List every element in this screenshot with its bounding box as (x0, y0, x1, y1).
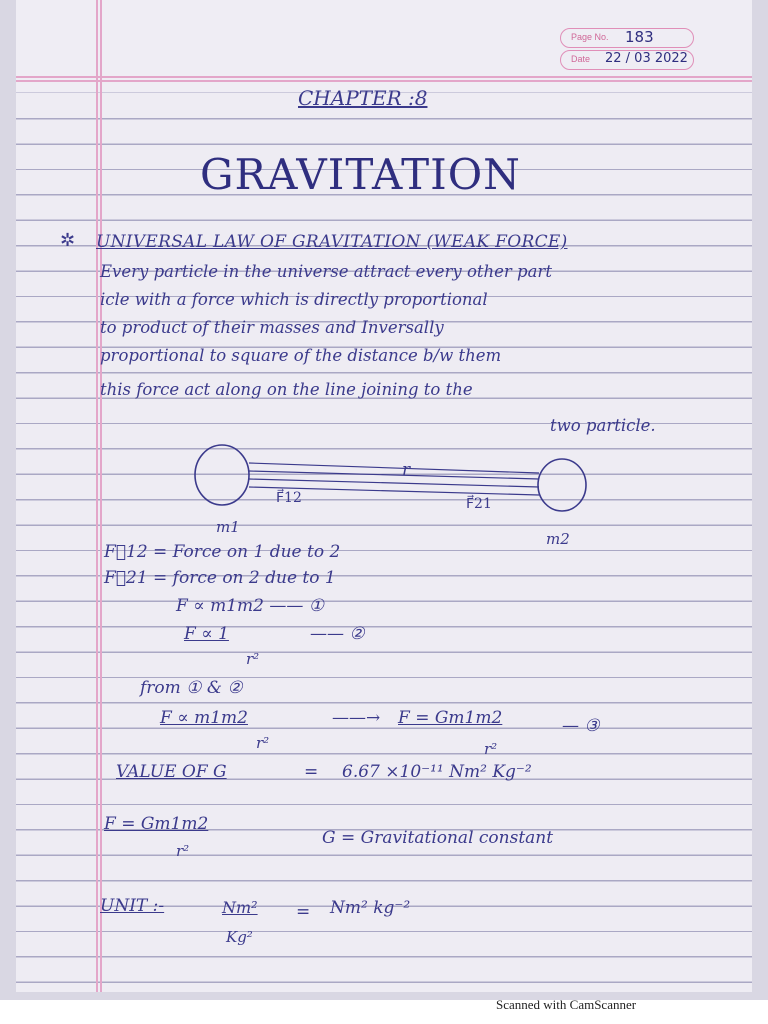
gravitational-constant-note: G = Gravitational constant (322, 828, 554, 848)
mass-label-m1: m1 (216, 518, 240, 536)
proportion-3-left: F ∝ m1m2 (160, 708, 248, 728)
value-of-g-value: 6.67 ×10⁻¹¹ Nm² Kg⁻² (342, 762, 532, 782)
unit-fraction-numerator: Nm² (222, 898, 258, 917)
mass-right-circle (538, 459, 586, 511)
paragraph-line-4: proportional to square of the distance b/w them (100, 346, 502, 365)
unit-fraction-denominator: Kg² (226, 928, 253, 946)
star-bullet-icon: ✲ (60, 230, 76, 251)
page-number-row (560, 28, 694, 48)
paragraph-line-2: icle with a force which is directly proportional (100, 290, 488, 309)
paragraph-line-5: this force act along on the line joining to the (100, 380, 473, 399)
date-row (560, 50, 694, 70)
proportion-3-right-denominator: r² (484, 740, 498, 758)
force-label-f21: F⃗21 (466, 496, 492, 512)
left-margin-line-2 (100, 0, 102, 992)
paragraph-line-3: to product of their masses and Inversally (100, 318, 444, 337)
formula-lhs: F = Gm1m2 (104, 814, 209, 834)
proportion-3-right: F = Gm1m2 (398, 708, 503, 728)
page-number-label: Page No. (571, 32, 609, 42)
page-date-box (560, 28, 694, 70)
mass-left-circle (195, 445, 249, 505)
unit-result: Nm² kg⁻² (330, 898, 411, 918)
proportion-2-denominator: r² (246, 650, 260, 668)
definition-f12: F⃗12 = Force on 1 due to 2 (104, 542, 341, 562)
date-label: Date (571, 54, 591, 64)
page-title: GRAVITATION (200, 150, 521, 199)
top-margin-line-2 (16, 80, 752, 82)
connecting-line-3 (249, 479, 539, 487)
proportion-1: F ∝ m1m2 —— ① (176, 596, 325, 616)
left-margin-line (96, 0, 98, 992)
mass-diagram-svg (190, 445, 600, 555)
scanner-watermark: Scanned with CamScanner (496, 997, 637, 1012)
mass-label-m2: m2 (546, 530, 570, 548)
page-number-value: 183 (625, 28, 654, 46)
from-equations-line: from ① & ② (140, 678, 243, 698)
proportion-2-tag: —— ② (310, 624, 365, 644)
distance-label: r (402, 460, 411, 480)
force-label-f12: F⃗12 (276, 490, 302, 506)
section-heading: UNIVERSAL LAW OF GRAVITATION (WEAK FORCE) (96, 232, 568, 252)
connecting-line-2 (249, 471, 539, 479)
value-of-g-label: VALUE OF G (116, 762, 227, 782)
top-margin-line (16, 76, 752, 78)
chapter-heading: CHAPTER :8 (298, 86, 428, 110)
value-of-g-equals: = (304, 762, 319, 782)
formula-lhs-denominator: r² (176, 842, 190, 860)
paragraph-line-6: two particle. (550, 416, 656, 435)
proportion-2-numerator: F ∝ 1 (184, 624, 229, 644)
definition-f21: F⃗21 = force on 2 due to 1 (104, 568, 336, 588)
unit-label: UNIT :- (100, 896, 165, 916)
paragraph-line-1: Every particle in the universe attract every other part (100, 262, 552, 281)
proportion-3-tag: — ③ (562, 716, 600, 736)
date-value: 22 / 03 2022 (605, 51, 688, 66)
two-mass-diagram (190, 445, 600, 555)
proportion-3-left-denominator: r² (256, 734, 270, 752)
unit-equals: = (296, 902, 311, 922)
connecting-line-1 (249, 463, 539, 473)
proportion-3-arrow: ——→ (332, 708, 381, 728)
